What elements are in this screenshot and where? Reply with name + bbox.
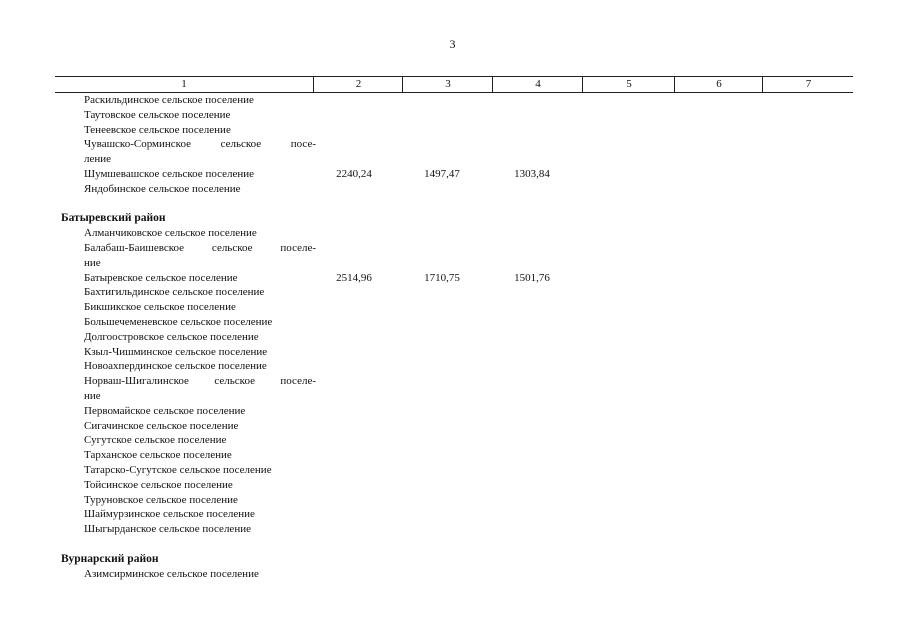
table-row — [55, 300, 853, 315]
settlement-name: Сугутское сельское поселение — [84, 434, 227, 447]
settlement-name: Шыгырданское сельское поселение — [84, 523, 251, 536]
table-row — [55, 137, 853, 152]
page-number: 3 — [449, 37, 456, 51]
table-row — [55, 448, 853, 463]
table-row — [55, 567, 853, 582]
column-header-1: 1 — [181, 78, 187, 90]
table-header-row — [55, 76, 853, 93]
settlement-name: Норваш-Шигалинское сельское поселе- — [84, 375, 316, 388]
table-row — [55, 493, 853, 508]
settlement-name: Бикшикское сельское поселение — [84, 301, 236, 314]
value-col-4: 1303,84 — [514, 167, 550, 180]
table-row — [55, 182, 853, 197]
column-header-6: 6 — [674, 77, 763, 92]
value-col-3: 1497,47 — [424, 167, 460, 180]
settlement-name: Новоахпердинское сельское поселение — [84, 360, 267, 373]
table-row — [55, 256, 853, 271]
table-row — [55, 197, 853, 212]
settlement-name: Алманчиковское сельское поселение — [84, 227, 257, 240]
table-row — [55, 285, 853, 300]
settlement-name: Татарско-Сугутское сельское поселение — [84, 463, 272, 476]
table-row — [55, 507, 853, 522]
table-row — [55, 389, 853, 404]
table-row — [55, 537, 853, 552]
settlement-name: Азимсирминское сельское поселение — [84, 567, 259, 580]
table-row — [55, 152, 853, 167]
table-row — [55, 167, 853, 182]
table-row — [55, 108, 853, 123]
settlement-name: ние — [84, 256, 101, 269]
settlement-name: Раскильдинское сельское поселение — [84, 94, 254, 106]
settlement-name: Таутовское сельское поселение — [84, 108, 231, 121]
table-row — [55, 241, 853, 256]
settlement-name: Батыревское сельское поселение — [84, 271, 238, 284]
table-row — [55, 226, 853, 241]
settlement-name: Сигачинское сельское поселение — [84, 419, 239, 432]
settlement-name: Чувашско-Сорминское сельское посе- — [84, 138, 316, 151]
settlement-name: Кзыл-Чишминское сельское поселение — [84, 345, 268, 358]
table-body — [55, 93, 853, 581]
table-row — [55, 271, 853, 286]
table-row — [55, 374, 853, 389]
settlement-name: Балабаш-Баишевское сельское поселе- — [84, 241, 316, 254]
value-col-2: 2514,96 — [336, 271, 372, 284]
column-header-5: 5 — [582, 77, 675, 92]
value-col-4: 1501,76 — [514, 271, 550, 284]
table-row — [55, 345, 853, 360]
table-row — [55, 463, 853, 478]
settlement-name: Бахтигильдинское сельское поселение — [84, 286, 265, 299]
settlement-name: Яндобинское сельское поселение — [84, 182, 241, 195]
settlement-name: Шаймурзинское сельское поселение — [84, 508, 255, 521]
settlement-name: Туруновское сельское поселение — [84, 493, 238, 506]
column-header-7: 7 — [762, 77, 854, 92]
district-heading-row — [55, 211, 853, 226]
value-col-2: 2240,24 — [336, 167, 372, 180]
table-row — [55, 419, 853, 434]
table-row — [55, 522, 853, 537]
settlement-name: Тарханское сельское поселение — [84, 449, 232, 462]
column-header-3: 3 — [402, 77, 493, 92]
table-row — [55, 93, 853, 108]
column-header-4: 4 — [492, 77, 583, 92]
value-col-3: 1710,75 — [424, 271, 460, 284]
settlement-name: Тойсинское сельское поселение — [84, 478, 233, 491]
table-row — [55, 330, 853, 345]
settlement-name: ние — [84, 389, 101, 402]
column-header-2: 2 — [313, 77, 403, 92]
table-row — [55, 433, 853, 448]
settlement-name: Первомайское сельское поселение — [84, 404, 246, 417]
settlement-name: Долгоостровское сельское поселение — [84, 330, 259, 343]
district-name: Вурнарский район — [61, 552, 159, 565]
table-row — [55, 478, 853, 493]
settlement-name: Большечеменевское сельское поселение — [84, 315, 273, 328]
settlement-name: ление — [84, 153, 112, 166]
settlement-name: Тенеевское сельское поселение — [84, 123, 231, 136]
table-row — [55, 315, 853, 330]
district-heading-row — [55, 552, 853, 567]
table-row — [55, 359, 853, 374]
district-name: Батыревский район — [61, 212, 166, 225]
table-row — [55, 404, 853, 419]
settlement-name: Шумшевашское сельское поселение — [84, 167, 255, 180]
table-row — [55, 123, 853, 138]
